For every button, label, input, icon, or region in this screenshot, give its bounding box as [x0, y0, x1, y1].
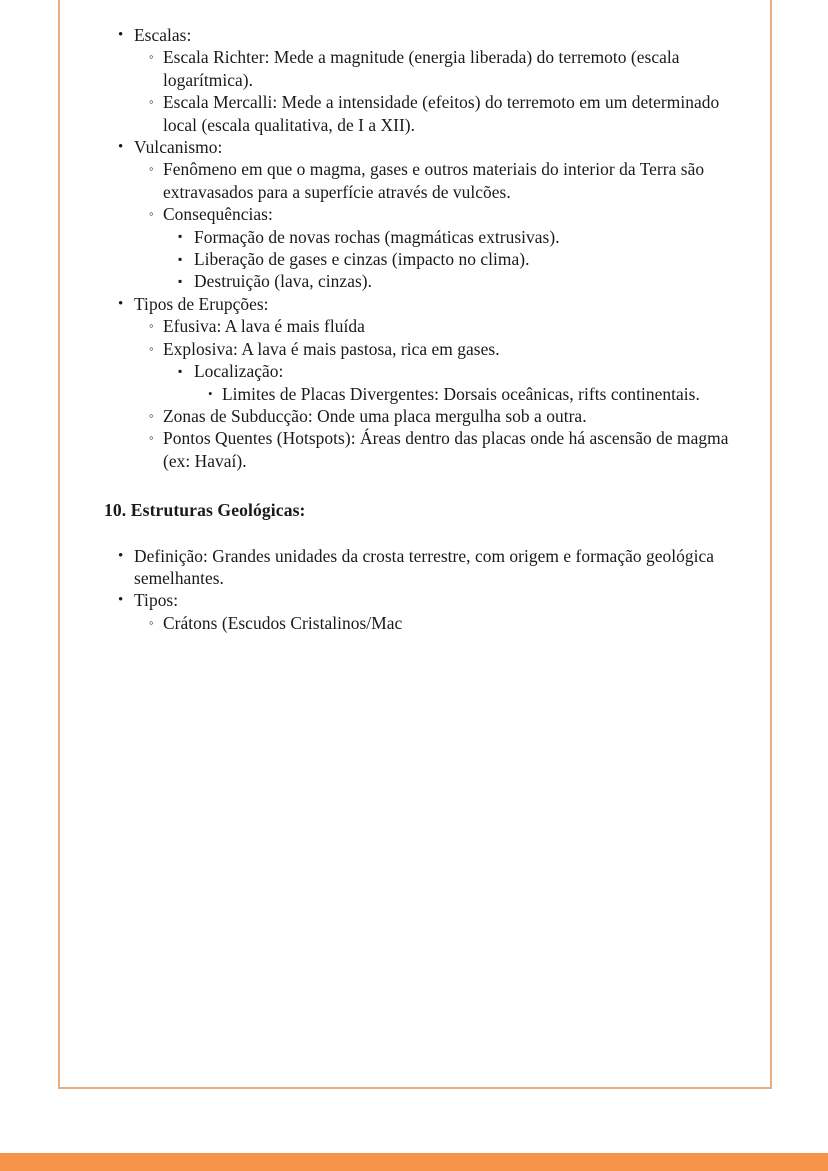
- list-item-text: Crátons (Escudos Cristalinos/Mac: [163, 612, 403, 633]
- list-item: [82, 338, 748, 360]
- section-heading-estruturas-geologicas: 10. Estruturas Geológicas:: [104, 500, 306, 521]
- list-item-text: Liberação de gases e cinzas (impacto no clima).: [194, 249, 530, 270]
- list-item-text: Efusiva: A lava é mais fluída: [163, 316, 365, 337]
- list-item: [82, 270, 748, 292]
- bullet-level-2-icon: ◦: [149, 318, 154, 334]
- bullet-level-2-icon: ◦: [149, 340, 154, 356]
- bullet-level-3-icon: ▪: [178, 273, 183, 288]
- outline-list-bottom: [82, 545, 748, 635]
- list-item-text: Fenômeno em que o magma, gases e outros materiais do interior da Terra são extravasados para a superfície através de vulcões.: [163, 159, 705, 202]
- list-item-text: Tipos de Erupções:: [134, 293, 269, 314]
- list-item-text: Zonas de Subducção: Onde uma placa mergulha sob a outra.: [163, 405, 587, 426]
- list-item-text: Tipos:: [134, 590, 179, 611]
- list-item-text: Localização:: [194, 361, 284, 382]
- bullet-level-1-icon: •: [118, 295, 124, 312]
- list-item: [82, 91, 748, 136]
- list-item-text: Definição: Grandes unidades da crosta terrestre, com origem e formação geológica semelhantes.: [134, 545, 715, 588]
- bullet-level-2-icon: ◦: [149, 206, 154, 222]
- bullet-level-2-icon: ◦: [149, 430, 154, 446]
- bullet-level-1-icon: •: [118, 547, 124, 564]
- list-item: [82, 136, 748, 158]
- list-item: [82, 46, 748, 91]
- list-item: [82, 158, 748, 203]
- list-item-text: Escalas:: [134, 25, 192, 45]
- list-item-text: Pontos Quentes (Hotspots): Áreas dentro das placas onde há ascensão de magma (ex: Havaí).: [163, 428, 729, 471]
- page-content-area: [60, 0, 774, 634]
- outline-list-top: [82, 24, 748, 472]
- list-item-text: Limites de Placas Divergentes: Dorsais oceânicas, rifts continentais.: [222, 383, 700, 404]
- list-item: [82, 248, 748, 270]
- list-item: [82, 612, 748, 634]
- footer-accent-bar: [0, 1153, 828, 1171]
- bullet-level-3-icon: ▪: [178, 229, 183, 244]
- list-item-text: Vulcanismo:: [134, 137, 223, 158]
- list-item: [82, 405, 748, 427]
- list-item-text: Explosiva: A lava é mais pastosa, rica em gases.: [163, 338, 500, 359]
- list-item: [82, 293, 748, 315]
- bullet-level-3-icon: ▪: [178, 363, 183, 378]
- bullet-level-2-icon: ◦: [149, 161, 154, 177]
- bullet-level-1-icon: •: [118, 139, 124, 156]
- list-item: [82, 226, 748, 248]
- bullet-level-1-icon: •: [118, 592, 124, 609]
- bullet-level-2-icon: ◦: [149, 614, 154, 630]
- list-item: [82, 545, 748, 590]
- list-item-text: Consequências:: [163, 204, 273, 225]
- bullet-level-1-icon: •: [118, 27, 124, 43]
- list-item-text: Destruição (lava, cinzas).: [194, 271, 373, 292]
- list-item-text: Formação de novas rochas (magmáticas extrusivas).: [194, 226, 560, 247]
- bullet-level-2-icon: ◦: [149, 94, 154, 110]
- bullet-level-2-icon: ◦: [149, 407, 154, 423]
- list-item: [82, 427, 748, 472]
- list-item: [82, 589, 748, 611]
- list-item-text: Escala Mercalli: Mede a intensidade (efeitos) do terremoto em um determinado local (escala qualitativa, de I a XII).: [163, 92, 720, 135]
- bullet-level-3-icon: ▪: [178, 251, 183, 266]
- list-item: [82, 360, 748, 382]
- list-item: [82, 203, 748, 225]
- list-item: [82, 315, 748, 337]
- bullet-level-4-icon: •: [208, 385, 213, 401]
- list-item: [82, 24, 748, 46]
- bullet-level-2-icon: ◦: [149, 49, 154, 65]
- list-item-text: Escala Richter: Mede a magnitude (energia liberada) do terremoto (escala logarítmica).: [163, 47, 680, 90]
- list-item: [82, 383, 748, 405]
- document-page: [58, 0, 772, 1089]
